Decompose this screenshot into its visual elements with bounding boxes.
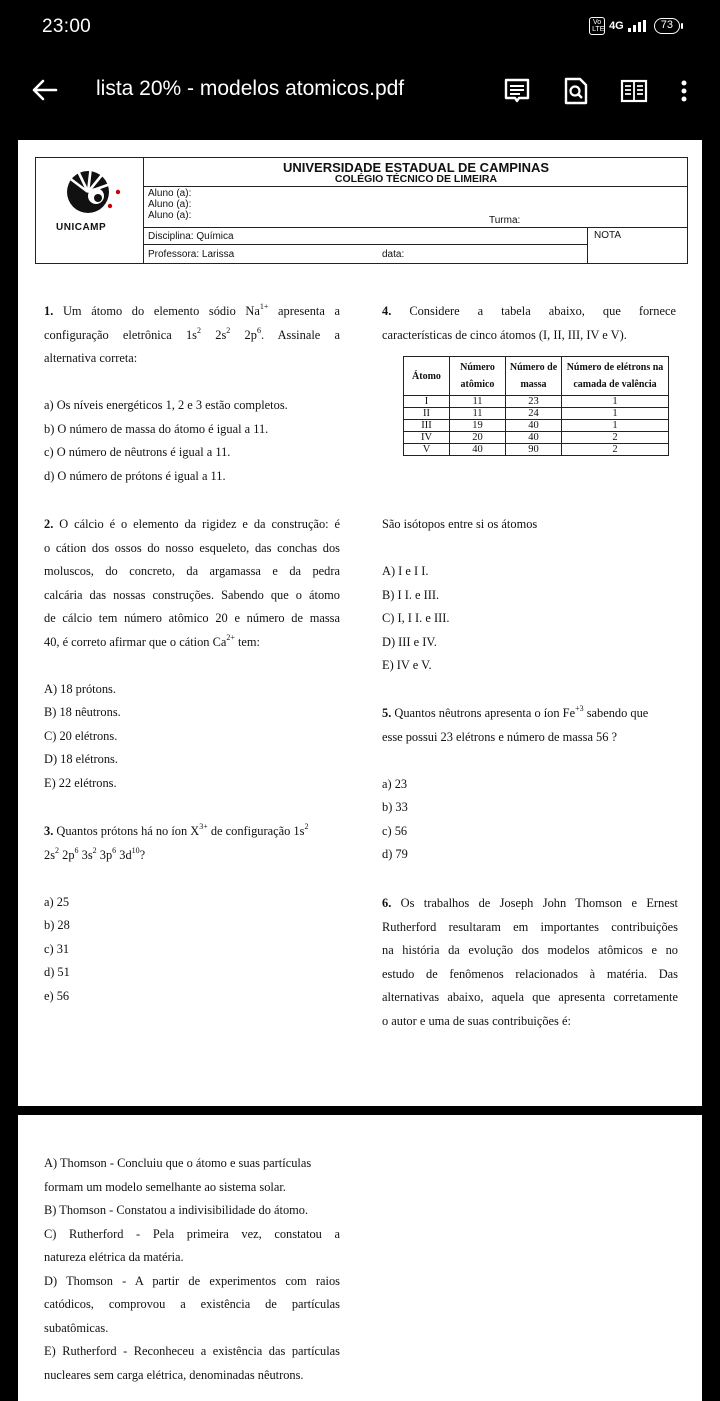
q3-3s: 3s — [81, 847, 93, 862]
q5-number: 5. — [382, 706, 392, 720]
q2-sup-ca: 2+ — [226, 632, 235, 642]
q3-end: ? — [139, 847, 146, 862]
college-name: COLÉGIO TÉCNICO DE LIMEIRA — [334, 173, 498, 185]
q3-option-b: b) 28 — [44, 918, 70, 932]
q3-line-1 — [44, 820, 344, 844]
q1-sup-na: 1+ — [259, 302, 269, 311]
q2-line-4: calcária das nossas construções. Sabendo que o átomo — [44, 587, 340, 602]
more-vert-icon[interactable] — [669, 76, 699, 106]
q6-text-1: Os trabalhos de Joseph John Thomson e Ernest — [400, 896, 678, 910]
q6-line-2: Rutherford resultaram em importantes contribuições — [382, 919, 678, 934]
q4-option-b: B) I I. e III. — [382, 587, 440, 602]
q3-line-2 — [44, 844, 344, 868]
table-cell: I — [404, 396, 450, 408]
q1-option-c: c) O número de nêutrons é igual a 11. — [44, 445, 231, 459]
q3-option-d: d) 51 — [44, 965, 70, 979]
app-bar — [0, 52, 720, 132]
table-cell: 11 — [450, 396, 506, 408]
question-3 — [44, 820, 344, 1008]
q4-text-1: Considere a tabela abaixo, que fornece — [409, 304, 676, 318]
q1-text-1a: Um átomo do elemento sódio Na — [62, 304, 260, 318]
q4-option-c: C) I, I I. e III. — [382, 611, 450, 625]
table-row — [404, 408, 669, 420]
table-cell: 40 — [450, 444, 506, 456]
q4-number: 4. — [382, 304, 392, 318]
q3-option-c: c) 31 — [44, 941, 70, 956]
table-row — [404, 444, 669, 456]
data-field: data: — [382, 249, 405, 260]
q2-text-6b: tem: — [237, 634, 260, 649]
q2-line-3: moluscos, do concreto, da argamassa e da pedra — [44, 564, 340, 578]
document-header — [35, 157, 688, 264]
q6-line-4: estudo de fenômenos relacionados à matéria. Das — [382, 966, 678, 981]
q3-sup-x: 3+ — [199, 822, 208, 831]
professora-label: Professora: Larissa — [148, 249, 235, 260]
q1-number: 1. — [44, 304, 54, 318]
search-icon[interactable] — [561, 76, 591, 106]
battery-icon — [654, 18, 680, 34]
q3-number: 3. — [44, 824, 54, 838]
q3-sup-1s: 2 — [304, 822, 309, 831]
table-cell: 19 — [450, 420, 506, 432]
aluno-field-1: Aluno (a): — [148, 188, 192, 199]
table-cell: 1 — [562, 408, 669, 420]
volte-icon: Vo LTE — [589, 17, 605, 35]
q6-number: 6. — [382, 896, 392, 910]
battery-level: 73 — [660, 19, 673, 31]
q2-option-a: A) 18 prótons. — [44, 681, 116, 696]
page-layout-icon[interactable] — [619, 76, 649, 106]
q3-sup-2p: 6 — [74, 845, 79, 855]
q3-text-1a: Quantos prótons há no íon X — [56, 824, 200, 838]
table-cell: 1 — [562, 420, 669, 432]
turma-field: Turma: — [489, 215, 521, 226]
q3-2p: 2p — [62, 847, 75, 862]
table-cell: 11 — [450, 408, 506, 420]
question-5 — [382, 702, 678, 867]
q6-line-1 — [382, 892, 678, 916]
signal-icon — [628, 20, 646, 32]
q2-option-d: D) 18 elétrons. — [44, 752, 118, 766]
q2-line-2: o cátion dos ossos do nosso esqueleto, das conchas dos — [44, 540, 340, 555]
q5-line-1 — [382, 702, 678, 726]
q2-option-b: B) 18 nêutrons. — [44, 705, 121, 719]
q1-sup-1s: 2 — [197, 325, 202, 335]
q2-line-6 — [44, 631, 340, 655]
q1-option-a: a) Os níveis energéticos 1, 2 e 3 estão completos. — [44, 398, 288, 412]
table-cell: 23 — [506, 396, 562, 408]
question-6-options — [44, 1152, 340, 1387]
table-cell: III — [404, 420, 450, 432]
q3-sup-3d: 10 — [131, 845, 140, 855]
q5-line-2: esse possui 23 elétrons e número de massa 56 ? — [382, 729, 618, 744]
table-cell: V — [404, 444, 450, 456]
question-4 — [382, 300, 676, 347]
q6-option-e-1: E) Rutherford - Reconheceu a existência das partículas — [44, 1344, 340, 1358]
q4-option-d: D) III e IV. — [382, 634, 437, 649]
question-4-options — [382, 513, 676, 678]
q4-option-a: A) I e I I. — [382, 564, 429, 578]
q1-text-2c: 2p — [244, 327, 257, 342]
atoms-header-numero-massa: Número de massa — [506, 357, 562, 396]
q6-option-d-3: subatômicas. — [44, 1320, 109, 1335]
pdf-page-2[interactable] — [18, 1115, 702, 1401]
q3-sup-3p: 6 — [112, 845, 117, 855]
table-cell: 90 — [506, 444, 562, 456]
table-row — [404, 420, 669, 432]
q1-text-2b: 2s — [215, 327, 227, 342]
status-time: 23:00 — [42, 16, 92, 37]
q3-text-1b: de configuração 1s — [210, 824, 305, 838]
table-cell: 40 — [506, 420, 562, 432]
professora-field — [144, 245, 588, 263]
q6-option-e-2: nucleares sem carga elétrica, denominadas nêutrons. — [44, 1367, 304, 1382]
q1-option-b: b) O número de massa do átomo é igual a 11. — [44, 421, 269, 436]
network-type: 4G — [609, 20, 624, 32]
q6-line-3: na história da evolução dos modelos atômicos e no — [382, 943, 678, 957]
atoms-header-numero-atomico: Número atômico — [450, 357, 506, 396]
disciplina-field: Disciplina: Química — [144, 228, 588, 245]
status-bar — [0, 0, 720, 52]
q6-option-a-2: formam um modelo semelhante ao sistema solar. — [44, 1179, 286, 1194]
q5-option-b: b) 33 — [382, 800, 408, 814]
atoms-table-header — [404, 357, 669, 396]
q5-option-d: d) 79 — [382, 847, 408, 861]
question-1 — [44, 300, 340, 488]
university-title — [144, 158, 688, 187]
q3-sup-2s: 2 — [55, 845, 60, 855]
reading-mode-icon[interactable] — [502, 76, 532, 106]
q6-option-b: B) Thomson - Constatou a indivisibilidade do átomo. — [44, 1203, 309, 1217]
table-cell: 20 — [450, 432, 506, 444]
table-row — [404, 396, 669, 408]
question-2 — [44, 513, 340, 795]
q1-line-1 — [44, 300, 340, 324]
logo-text: UNICAMP — [56, 222, 107, 233]
q1-line-3: alternativa correta: — [44, 351, 138, 365]
atoms-table — [403, 356, 669, 456]
q5-text-1b: sabendo que — [586, 706, 649, 720]
q3-2s: 2s — [44, 847, 56, 862]
q6-option-c-1: C) Rutherford - Pela primeira vez, constatou a — [44, 1226, 340, 1241]
table-cell: IV — [404, 432, 450, 444]
q4-option-e: E) IV e V. — [382, 658, 432, 672]
q2-line-1 — [44, 513, 340, 537]
question-6 — [382, 892, 678, 1033]
q3-3p: 3p — [99, 847, 113, 862]
q1-line-2 — [44, 324, 340, 348]
table-cell: 24 — [506, 408, 562, 420]
aluno-field-2: Aluno (a): — [148, 199, 192, 210]
q1-sup-2p: 6 — [256, 325, 261, 335]
q6-option-a-1: A) Thomson - Concluiu que o átomo e suas partículas — [44, 1156, 312, 1170]
q1-text-2d: . Assinale a — [260, 327, 340, 342]
table-cell: II — [404, 408, 450, 420]
q1-sup-2s: 2 — [226, 325, 231, 335]
back-arrow-icon[interactable] — [30, 76, 58, 104]
aluno-field-3: Aluno (a): — [148, 210, 192, 221]
university-name: UNIVERSIDADE ESTADUAL DE CAMPINAS — [282, 160, 550, 175]
q1-option-d: d) O número de prótons é igual a 11. — [44, 468, 226, 483]
table-cell: 1 — [562, 396, 669, 408]
q3-option-e: e) 56 — [44, 988, 70, 1003]
q4-question: São isótopos entre si os átomos — [382, 517, 538, 531]
q6-option-d-2: catódicos, comprovou a existência de partículas — [44, 1297, 340, 1311]
q5-sup-fe: +3 — [575, 704, 584, 713]
unicamp-logo-icon — [36, 158, 144, 228]
q1-text-2a: configuração eletrônica 1s — [44, 327, 198, 342]
q1-text-1b: apresenta a — [278, 304, 340, 318]
unicamp-logo — [36, 158, 144, 263]
q5-text-1a: Quantos nêutrons apresenta o íon Fe — [394, 706, 576, 720]
document-title: lista 20% - modelos atomicos.pdf — [96, 77, 405, 100]
table-cell: 2 — [562, 444, 669, 456]
table-cell: 40 — [506, 432, 562, 444]
q2-option-c: C) 20 elétrons. — [44, 728, 118, 743]
q3-option-a: a) 25 — [44, 894, 70, 909]
q3-3d: 3d — [119, 847, 132, 862]
atoms-header-atomo: Átomo — [404, 357, 450, 396]
q3-sup-3s: 2 — [92, 845, 97, 855]
q6-line-5: alternativas abaixo, aquela que apresenta corretamente — [382, 990, 678, 1004]
student-fields — [144, 187, 688, 228]
q2-option-e: E) 22 elétrons. — [44, 775, 117, 790]
q5-option-c: c) 56 — [382, 823, 408, 838]
q4-line-2: características de cinco átomos (I, II, III, IV e V). — [382, 327, 627, 342]
status-icons — [589, 17, 680, 35]
q2-text-6a: 40, é correto afirmar que o cátion Ca — [44, 634, 227, 649]
q4-line-1 — [382, 300, 676, 324]
table-cell: 2 — [562, 432, 669, 444]
atoms-header-eletrons: Número de elétrons na camada de valência — [562, 357, 669, 396]
q2-text-1: O cálcio é o elemento da rigidez e da construção: é — [59, 517, 340, 531]
q6-line-6: o autor e uma de suas contribuições é: — [382, 1013, 571, 1028]
nota-field: NOTA — [594, 230, 622, 241]
q6-option-c-2: natureza elétrica da matéria. — [44, 1250, 184, 1264]
q2-number: 2. — [44, 517, 54, 531]
table-row — [404, 432, 669, 444]
q6-option-d-1: D) Thomson - A partir de experimentos com raios — [44, 1273, 340, 1288]
q5-option-a: a) 23 — [382, 776, 408, 791]
q2-line-5: de cálcio tem número atômico 20 e número de massa — [44, 611, 340, 625]
pdf-page-1[interactable] — [18, 140, 702, 1106]
